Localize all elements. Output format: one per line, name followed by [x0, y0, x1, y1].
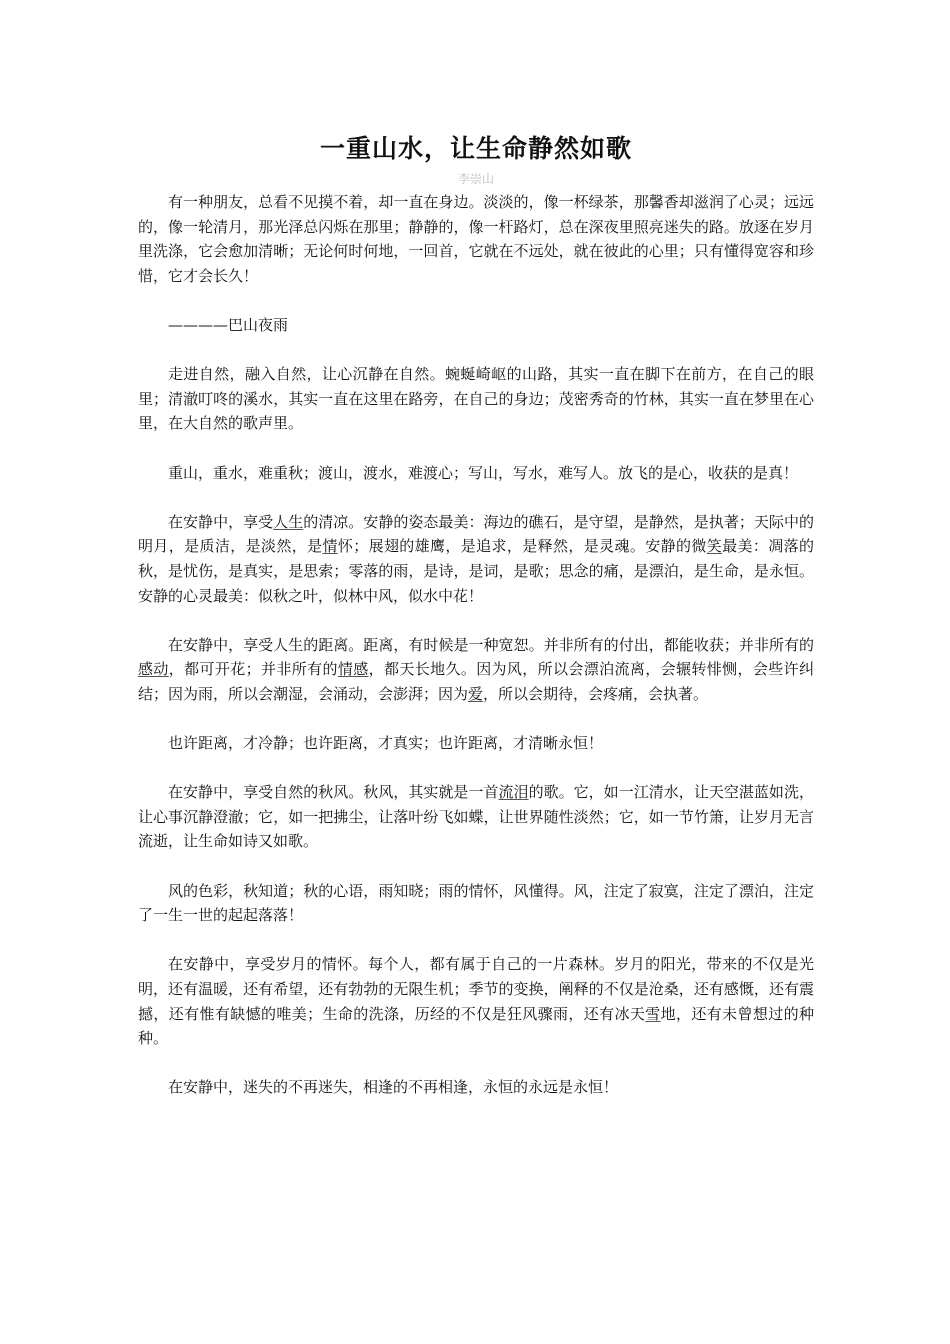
paragraph — [138, 952, 814, 1050]
document-body — [138, 190, 814, 1100]
paragraph-text: 在安静中，享受 — [168, 512, 274, 531]
paragraph — [138, 362, 814, 436]
author-name: 李崇山 — [457, 172, 494, 186]
paragraph-text: ，所以会期待，会疼痛，会执著。 — [483, 684, 709, 703]
paragraph-text: ————巴山夜雨 — [168, 315, 289, 334]
paragraph — [138, 461, 814, 486]
paragraph-text: 怀；展翅的雄鹰，是追求，是释然，是灵魂。安静的微 — [337, 537, 707, 556]
paragraph-text: 在安静中，享受自然的秋风。秋风，其实就是一首 — [168, 783, 499, 802]
paragraph-text: 的歌。它，如一江清水，让天空湛蓝如洗，让心事沉静澄澈；它，如一把拂尘，让落叶纷飞如蝶，让世界随性淡然；它，如一节竹箫，让岁月无言流逝，让生命如诗又如歌。 — [138, 783, 814, 851]
inline-link[interactable]: 流泪 — [498, 783, 529, 802]
paragraph-text: 在安静中，迷失的不再迷失，相逢的不再相逢，永恒的永远是永恒！ — [168, 1078, 619, 1097]
paragraph — [138, 633, 814, 707]
inline-link[interactable]: 爱 — [468, 684, 484, 703]
inline-link[interactable]: 情 — [322, 537, 338, 556]
paragraph — [138, 879, 814, 928]
inline-link[interactable]: 雪 — [645, 1004, 661, 1023]
inline-link[interactable]: 感动 — [138, 660, 169, 679]
paragraph — [138, 731, 814, 756]
paragraph-text: 最美：凋落的秋，是忧伤，是真实，是思索；零落的雨，是诗，是词，是歌；思念的痛，是漂泊，是生命，是永恒。安静的心灵最美：似秋之叶，似林中风，似水中花！ — [138, 537, 814, 605]
paragraph-text: 在安静中，享受岁月的情怀。每个人，都有属于自己的一片森林。岁月的阳光，带来的不仅是光明，还有温暖，还有希望，还有勃勃的无限生机；季节的变换，阐释的不仅是沧桑，还有感慨，还有震撼，还有惟有缺憾的唯美；生命的洗涤，历经的不仅是狂风骤雨，还有冰天 — [138, 955, 814, 1023]
document-page — [138, 128, 814, 1125]
paragraph-text: 风的色彩，秋知道；秋的心语，雨知晓；雨的情怀，风懂得。风，注定了寂寞，注定了漂泊，注定了一生一世的起起落落！ — [138, 881, 814, 925]
paragraph-text: 地，还有未曾想过的种种。 — [138, 1004, 814, 1048]
paragraph-text: 重山，重水，难重秋；渡山，渡水，难渡心；写山，写水，难写人。放飞的是心，收获的是真！ — [168, 463, 799, 482]
paragraph-text: 有一种朋友，总看不见摸不着，却一直在身边。淡淡的，像一杯绿茶，那馨香却滋润了心灵；远远的，像一轮清月，那光泽总闪烁在那里；静静的，像一杆路灯，总在深夜里照亮迷失的路。放逐在岁月里洗涤，它会愈加清晰；无论何时何地，一回首，它就在不远处，就在彼此的心里；只有懂得宽容和珍惜，它才会长久！ — [138, 193, 814, 285]
paragraph — [138, 1075, 814, 1100]
paragraph-text: 也许距离，才冷静；也许距离，才真实；也许距离，才清晰永恒！ — [168, 734, 604, 753]
paragraph — [138, 313, 814, 338]
paragraph — [138, 190, 814, 288]
paragraph — [138, 510, 814, 608]
inline-link[interactable]: 笑 — [706, 537, 723, 556]
paragraph-text: 在安静中，享受人生的距离。距离，有时候是一种宽恕。并非所有的付出，都能收获；并非所有的 — [168, 635, 814, 654]
paragraph — [138, 780, 814, 854]
inline-link[interactable]: 人生 — [273, 512, 304, 531]
paragraph-text: ，都天长地久。因为风，所以会漂泊流离，会辗转悱恻，会些许纠结；因为雨，所以会潮湿，会涌动，会澎湃；因为 — [138, 660, 814, 703]
paragraph-text: 的清凉。安静的姿态最美：海边的礁石，是守望，是静然，是执著；天际中的明月，是质洁，是淡然，是 — [138, 512, 814, 556]
paragraph-text: 走进自然，融入自然，让心沉静在自然。蜿蜒崎岖的山路，其实一直在脚下在前方，在自己的眼里；清澈叮咚的溪水，其实一直在这里在路旁，在自己的身边；茂密秀奇的竹林，其实一直在梦里在心里，在大自然的歌声里。 — [138, 365, 814, 433]
document-title: 一重山水，让生命静然如歌 — [319, 134, 632, 163]
inline-link[interactable]: 情感 — [337, 660, 369, 679]
paragraph-text: ，都可开花；并非所有的 — [168, 660, 338, 679]
